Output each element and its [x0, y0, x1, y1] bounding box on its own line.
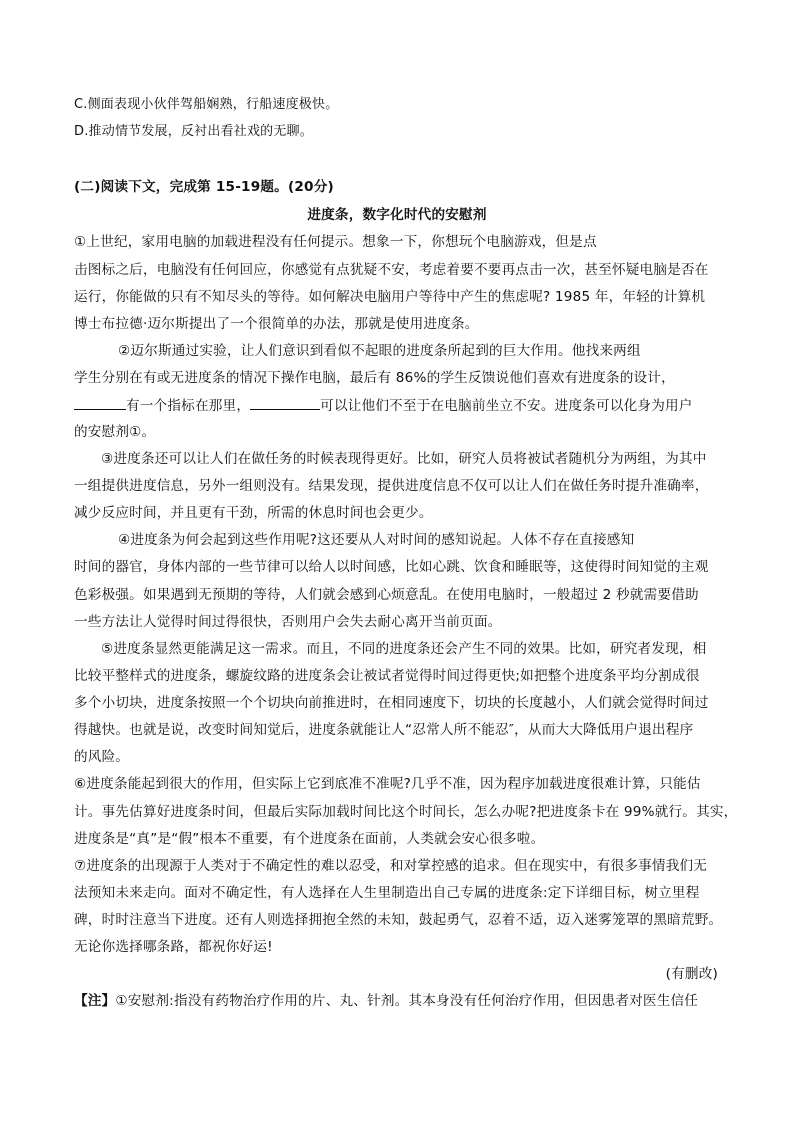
- text-line: ⑥进度条能起到很大的作用，但实际上它到底准不准呢?几乎不准，因为程序加载进度很难计算，只能估: [74, 776, 701, 792]
- option-d: D.推动情节发展，反衬出看社戏的无聊。: [74, 124, 313, 139]
- footnote-text: ①安慰剂:指没有药物治疗作用的片、丸、针剂。其本身没有任何治疗作用，但因患者对医生信任: [115, 993, 699, 1009]
- text-line: 比较平整样式的进度条，螺旋纹路的进度条会让被试者觉得时间过得更快;如把整个进度条平均分割成很: [74, 668, 700, 684]
- text-line: 得越快。也就是说，改变时间知觉后，进度条就能让人“忍常人所不能忍″，从而大大降低用户退出程序: [74, 722, 694, 738]
- footnote-label: 【注】: [74, 993, 116, 1009]
- text-line: 碑，时时注意当下进度。还有人则选择拥抱全然的未知，鼓起勇气，忍着不适，迈入迷雾笼罩的黑暗荒野。: [74, 912, 723, 928]
- text-line: 运行，你能做的只有不知尽头的等待。如何解决电脑用户等待中产生的焦虑呢? 1985 年，年轻的计算机: [74, 289, 706, 305]
- text-line: ②迈尔斯通过实验，让人们意识到看似不起眼的进度条所起到的巨大作用。他找来两组: [118, 343, 641, 359]
- text-line: 一些方法让人觉得时间过得很快，否则用户会失去耐心离开当前页面。: [74, 614, 502, 630]
- text-line: 一组提供进度信息，另外一组则没有。结果发现，提供进度信息不仅可以让人们在做任务时提升准确率，: [74, 478, 709, 494]
- text-line: 无论你选择哪条路，都祝你好运!: [74, 939, 273, 955]
- text-line: ①上世纪，家用电脑的加载进程没有任何提示。想象一下，你想玩个电脑游戏，但是点: [74, 234, 597, 250]
- blank-text-a: 有一个指标在那里，: [126, 398, 251, 414]
- text-line: 色彩极强。如果遇到无预期的等待，人们就会感到心烦意乱。在使用电脑时，一般超过 2 秒就需要借助: [74, 587, 699, 603]
- article-title: 进度条，数字化时代的安慰剂: [307, 207, 487, 223]
- option-c: C.侧面表现小伙伴驾船娴熟，行船速度极快。: [74, 97, 339, 112]
- source-note: (有删改): [665, 966, 718, 982]
- text-line: 法预知未来走向。面对不确定性，有人选择在人生里制造出自己专属的进度条:定下详细目标，树立里程: [74, 885, 700, 901]
- text-line: ④进度条为何会起到这些作用呢?这还要从人对时间的感知说起。人体不存在直接感知: [118, 532, 635, 548]
- answer-blank-1[interactable]: [74, 395, 126, 410]
- text-line: ③进度条还可以让人们在做任务的时候表现得更好。比如，研究人员将被试者随机分为两组，为其中: [101, 451, 707, 467]
- text-line: 的安慰剂①。: [74, 424, 156, 440]
- text-line: 的风险。: [74, 749, 130, 765]
- text-line: 击图标之后，电脑没有任何回应，你感觉有点犹疑不安，考虑着要不要再点击一次，甚至怀疑电脑是否在: [74, 262, 709, 278]
- text-line: 计。事先估算好进度条时间，但最后实际加载时间比这个时间长，怎么办呢?把进度条卡在 99%就行。其实，: [74, 804, 738, 820]
- section-heading: (二)阅读下文，完成第 15-19题。(20分): [74, 179, 334, 195]
- text-line: 进度条是“真”是“假”根本不重要，有个进度条在面前，人类就会安心很多啦。: [74, 831, 545, 847]
- text-line: 时间的器官，身体内部的一些节律可以给人以时间感，比如心跳、饮食和睡眠等，这使得时间知觉的主观: [74, 559, 709, 575]
- text-line: 多个小切块，进度条按照一个个切块向前推进时，在相同速度下，切块的长度越小，人们就会觉得时间过: [74, 695, 709, 711]
- text-line: 博士布拉德·迈尔斯提出了一个很简单的办法，那就是使用进度条。: [74, 316, 479, 332]
- text-line: 学生分别在有或无进度条的情况下操作电脑，最后有 86%的学生反馈说他们喜欢有进度条的设计，: [74, 370, 675, 386]
- blank-text-b: 可以让他们不至于在电脑前坐立不安。进度条可以化身为用户: [320, 398, 693, 414]
- fill-in-blank-line: [74, 395, 693, 416]
- footnote: [74, 991, 698, 1011]
- answer-blank-2[interactable]: [250, 395, 320, 410]
- text-line: 减少反应时间，并且更有干劲，所需的休息时间也会更少。: [74, 505, 433, 521]
- text-line: ⑦进度条的出现源于人类对于不确定性的难以忍受，和对掌控感的追求。但在现实中，有很多事情我们无: [74, 858, 708, 874]
- text-line: ⑤进度条显然更能满足这一需求。而且，不同的进度条还会产生不同的效果。比如，研究者发现，相: [101, 641, 707, 657]
